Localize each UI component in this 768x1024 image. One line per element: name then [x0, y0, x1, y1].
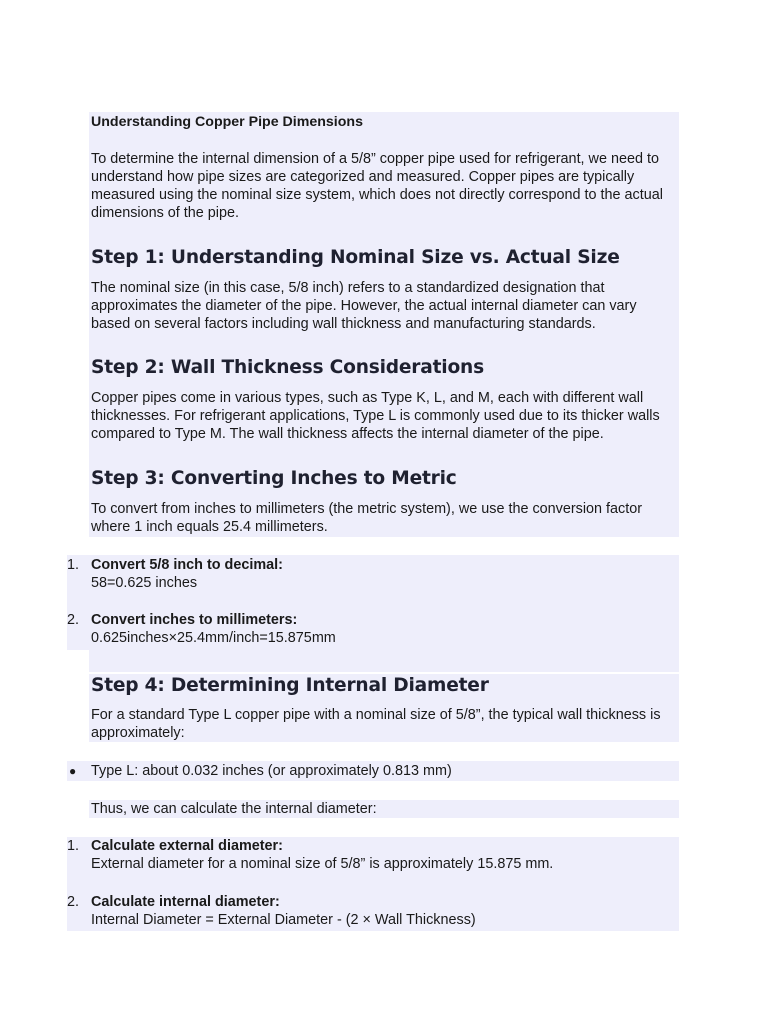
highlight-block [89, 650, 679, 672]
bullet-icon: ● [69, 764, 77, 778]
step4-paragraph: For a standard Type L copper pipe with a nominal size of 5/8”, the typical wall thickness is approximately: [91, 707, 661, 741]
step3-paragraph: To convert from inches to millimeters (the metric system), we use the conversion factor where 1 inch equals 25.4 millimeters. [91, 501, 643, 535]
step1-paragraph: The nominal size (in this case, 5/8 inch) refers to a standardized designation that approximates the diameter of the pipe. However, the actual internal diameter can vary based on several factors including wall thickness and manufacturing standards. [91, 280, 637, 332]
list-item-title: Convert inches to millimeters: [91, 612, 298, 628]
list-item-text: 58=0.625 inches [91, 575, 198, 591]
list-item-title: Convert 5/8 inch to decimal: [91, 557, 283, 573]
list-number: 1. [67, 557, 80, 573]
intro-paragraph: To determine the internal dimension of a 5/8” copper pipe used for refrigerant, we need to understand how pipe sizes are categorized and measured. Copper pipes are typically measured using the nominal size system, which does not directly correspond to the actual dimensions of the pipe. [91, 151, 663, 221]
step3-heading: Step 3: Converting Inches to Metric [91, 468, 457, 489]
list-item [91, 837, 677, 873]
list-item [91, 556, 677, 592]
list-item-title: Calculate external diameter: [91, 838, 283, 854]
step2-heading: Step 2: Wall Thickness Considerations [91, 357, 484, 378]
list-item-text: 0.625inches×25.4mm/inch=15.875mm [91, 630, 336, 646]
step1-heading: Step 1: Understanding Nominal Size vs. Actual Size [91, 247, 620, 268]
list-item-text: Internal Diameter = External Diameter - (2 × Wall Thickness) [91, 912, 476, 928]
list-number: 1. [67, 838, 80, 854]
list-item [91, 611, 677, 647]
list-item [91, 893, 677, 929]
list-item-text: External diameter for a nominal size of 5/8” is approximately 15.875 mm. [91, 856, 554, 872]
bullet-item: Type L: about 0.032 inches (or approximately 0.813 mm) [91, 763, 452, 779]
step4-heading: Step 4: Determining Internal Diameter [91, 675, 489, 696]
list-number: 2. [67, 894, 80, 910]
list-number: 2. [67, 612, 80, 628]
list-item-title: Calculate internal diameter: [91, 894, 280, 910]
step4-thus: Thus, we can calculate the internal diameter: [91, 801, 377, 817]
step2-paragraph: Copper pipes come in various types, such as Type K, L, and M, each with different wall thicknesses. For refrigerant applications, Type L is commonly used due to its thicker walls compared to Type M. The wall thickness affects the internal diameter of the pipe. [91, 390, 660, 442]
document-title: Understanding Copper Pipe Dimensions [91, 114, 363, 130]
